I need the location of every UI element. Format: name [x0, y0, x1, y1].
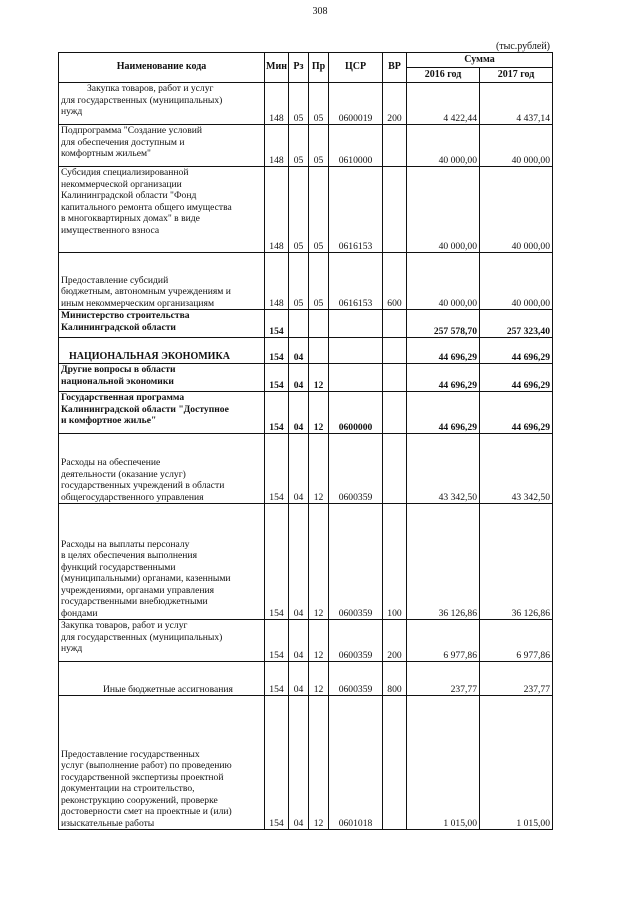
row-vr: 100 [383, 504, 407, 620]
row-2017: 40 000,00 [480, 125, 553, 167]
row-pr: 05 [309, 253, 329, 310]
row-min: 154 [265, 620, 289, 662]
row-vr [383, 392, 407, 434]
row-vr: 200 [383, 620, 407, 662]
row-min: 148 [265, 253, 289, 310]
row-vr [383, 125, 407, 167]
row-2016: 6 977,86 [407, 620, 480, 662]
row-pr: 12 [309, 504, 329, 620]
row-name: Закупка товаров, работ и услуг для государственных (муниципальных) нужд [59, 620, 265, 662]
row-min: 148 [265, 167, 289, 253]
row-2017: 36 126,86 [480, 504, 553, 620]
row-rz: 04 [289, 364, 309, 392]
row-2016: 40 000,00 [407, 253, 480, 310]
row-pr: 05 [309, 167, 329, 253]
page-number: 308 [312, 6, 328, 17]
row-pr: 12 [309, 696, 329, 830]
units-note: (тыс.рублей) [495, 41, 550, 52]
header-2016: 2016 год [407, 68, 480, 83]
row-2016: 257 578,70 [407, 310, 480, 338]
row-vr: 800 [383, 662, 407, 696]
row-vr [383, 364, 407, 392]
row-2017: 40 000,00 [480, 253, 553, 310]
row-2016: 44 696,29 [407, 364, 480, 392]
row-csr: 0616153 [329, 253, 383, 310]
row-csr: 0610000 [329, 125, 383, 167]
row-name-text: Закупка товаров, работ и услуг для государственных (муниципальных) нужд [61, 83, 223, 117]
header-rz: Рз [289, 53, 309, 83]
header-csr: ЦСР [329, 53, 383, 83]
row-min: 154 [265, 392, 289, 434]
row-csr: 0600000 [329, 392, 383, 434]
row-2017: 1 015,00 [480, 696, 553, 830]
row-name: НАЦИОНАЛЬНАЯ ЭКОНОМИКА [59, 338, 265, 364]
row-csr: 0600019 [329, 83, 383, 125]
row-vr: 600 [383, 253, 407, 310]
row-2017: 44 696,29 [480, 364, 553, 392]
row-rz: 04 [289, 434, 309, 504]
header-sum: Сумма [407, 53, 553, 68]
row-2017: 237,77 [480, 662, 553, 696]
row-pr: 05 [309, 125, 329, 167]
row-rz: 04 [289, 338, 309, 364]
row-vr [383, 310, 407, 338]
row-min: 154 [265, 364, 289, 392]
row-min: 154 [265, 662, 289, 696]
row-min: 148 [265, 125, 289, 167]
row-vr [383, 338, 407, 364]
row-pr [309, 310, 329, 338]
row-csr: 0600359 [329, 504, 383, 620]
row-2016: 40 000,00 [407, 167, 480, 253]
row-name: Государственная программа Калининградской области "Доступное и комфортное жилье" [59, 392, 265, 434]
row-rz: 04 [289, 696, 309, 830]
row-name: Расходы на обеспечение деятельности (оказание услуг) государственных учреждений в области общегосударственного управления [59, 434, 265, 504]
row-pr: 12 [309, 620, 329, 662]
row-min: 154 [265, 504, 289, 620]
row-csr [329, 364, 383, 392]
row-vr [383, 696, 407, 830]
row-name: Другие вопросы в области национальной экономики [59, 364, 265, 392]
row-2016: 43 342,50 [407, 434, 480, 504]
row-csr [329, 338, 383, 364]
row-rz: 05 [289, 253, 309, 310]
row-min: 148 [265, 83, 289, 125]
row-csr: 0600359 [329, 434, 383, 504]
row-name: Расходы на выплаты персоналу в целях обеспечения выполнения функций государственными (муниципальными) органами, казенными учреждениями, органами управления государственными внебюджетными фондами [59, 504, 265, 620]
row-2016: 237,77 [407, 662, 480, 696]
row-pr: 12 [309, 434, 329, 504]
row-vr: 200 [383, 83, 407, 125]
row-name: Субсидия специализированной некоммерческой организации Калининградской области "Фонд капитального ремонта общего имущества в многоквартирных домах" в виде имущественного взноса [59, 167, 265, 253]
header-vr: ВР [383, 53, 407, 83]
row-csr: 0616153 [329, 167, 383, 253]
row-rz: 04 [289, 392, 309, 434]
row-min: 154 [265, 696, 289, 830]
row-name: Иные бюджетные ассигнования [59, 662, 265, 696]
budget-table [58, 52, 553, 830]
row-min: 154 [265, 434, 289, 504]
row-2016: 36 126,86 [407, 504, 480, 620]
row-2017: 40 000,00 [480, 167, 553, 253]
row-name: Предоставление государственных услуг (выполнение работ) по проведению государственной экспертизы проектной документации на строительство, реконструкцию сооружений, проверке достоверности смет на проектные и (или) изыскательные работы [59, 696, 265, 830]
row-2016: 44 696,29 [407, 338, 480, 364]
header-pr: Пр [309, 53, 329, 83]
row-2017: 257 323,40 [480, 310, 553, 338]
row-rz: 04 [289, 620, 309, 662]
row-csr: 0601018 [329, 696, 383, 830]
row-2016: 4 422,44 [407, 83, 480, 125]
row-pr [309, 338, 329, 364]
row-rz: 04 [289, 662, 309, 696]
row-name: Предоставление субсидий бюджетным, автономным учреждениям и иным некоммерческим организациям [59, 253, 265, 310]
row-csr [329, 310, 383, 338]
row-2017: 44 696,29 [480, 338, 553, 364]
row-vr [383, 167, 407, 253]
row-csr: 0600359 [329, 620, 383, 662]
row-rz: 05 [289, 167, 309, 253]
row-name: Министерство строительства Калининградской области [59, 310, 265, 338]
row-pr: 12 [309, 364, 329, 392]
row-rz: 05 [289, 83, 309, 125]
row-2017: 44 696,29 [480, 392, 553, 434]
row-rz: 05 [289, 125, 309, 167]
row-2017: 6 977,86 [480, 620, 553, 662]
row-2016: 44 696,29 [407, 392, 480, 434]
row-pr: 05 [309, 83, 329, 125]
row-min: 154 [265, 310, 289, 338]
row-min: 154 [265, 338, 289, 364]
row-2017: 4 437,14 [480, 83, 553, 125]
header-min: Мин [265, 53, 289, 83]
row-2016: 40 000,00 [407, 125, 480, 167]
row-rz: 04 [289, 504, 309, 620]
header-name: Наименование кода [59, 53, 265, 83]
row-2016: 1 015,00 [407, 696, 480, 830]
row-csr: 0600359 [329, 662, 383, 696]
row-vr [383, 434, 407, 504]
row-name [59, 83, 265, 125]
row-pr: 12 [309, 392, 329, 434]
row-pr: 12 [309, 662, 329, 696]
row-rz [289, 310, 309, 338]
row-2017: 43 342,50 [480, 434, 553, 504]
row-name: Подпрограмма "Создание условий для обеспечения доступным и комфортным жильем" [59, 125, 265, 167]
header-2017: 2017 год [480, 68, 553, 83]
